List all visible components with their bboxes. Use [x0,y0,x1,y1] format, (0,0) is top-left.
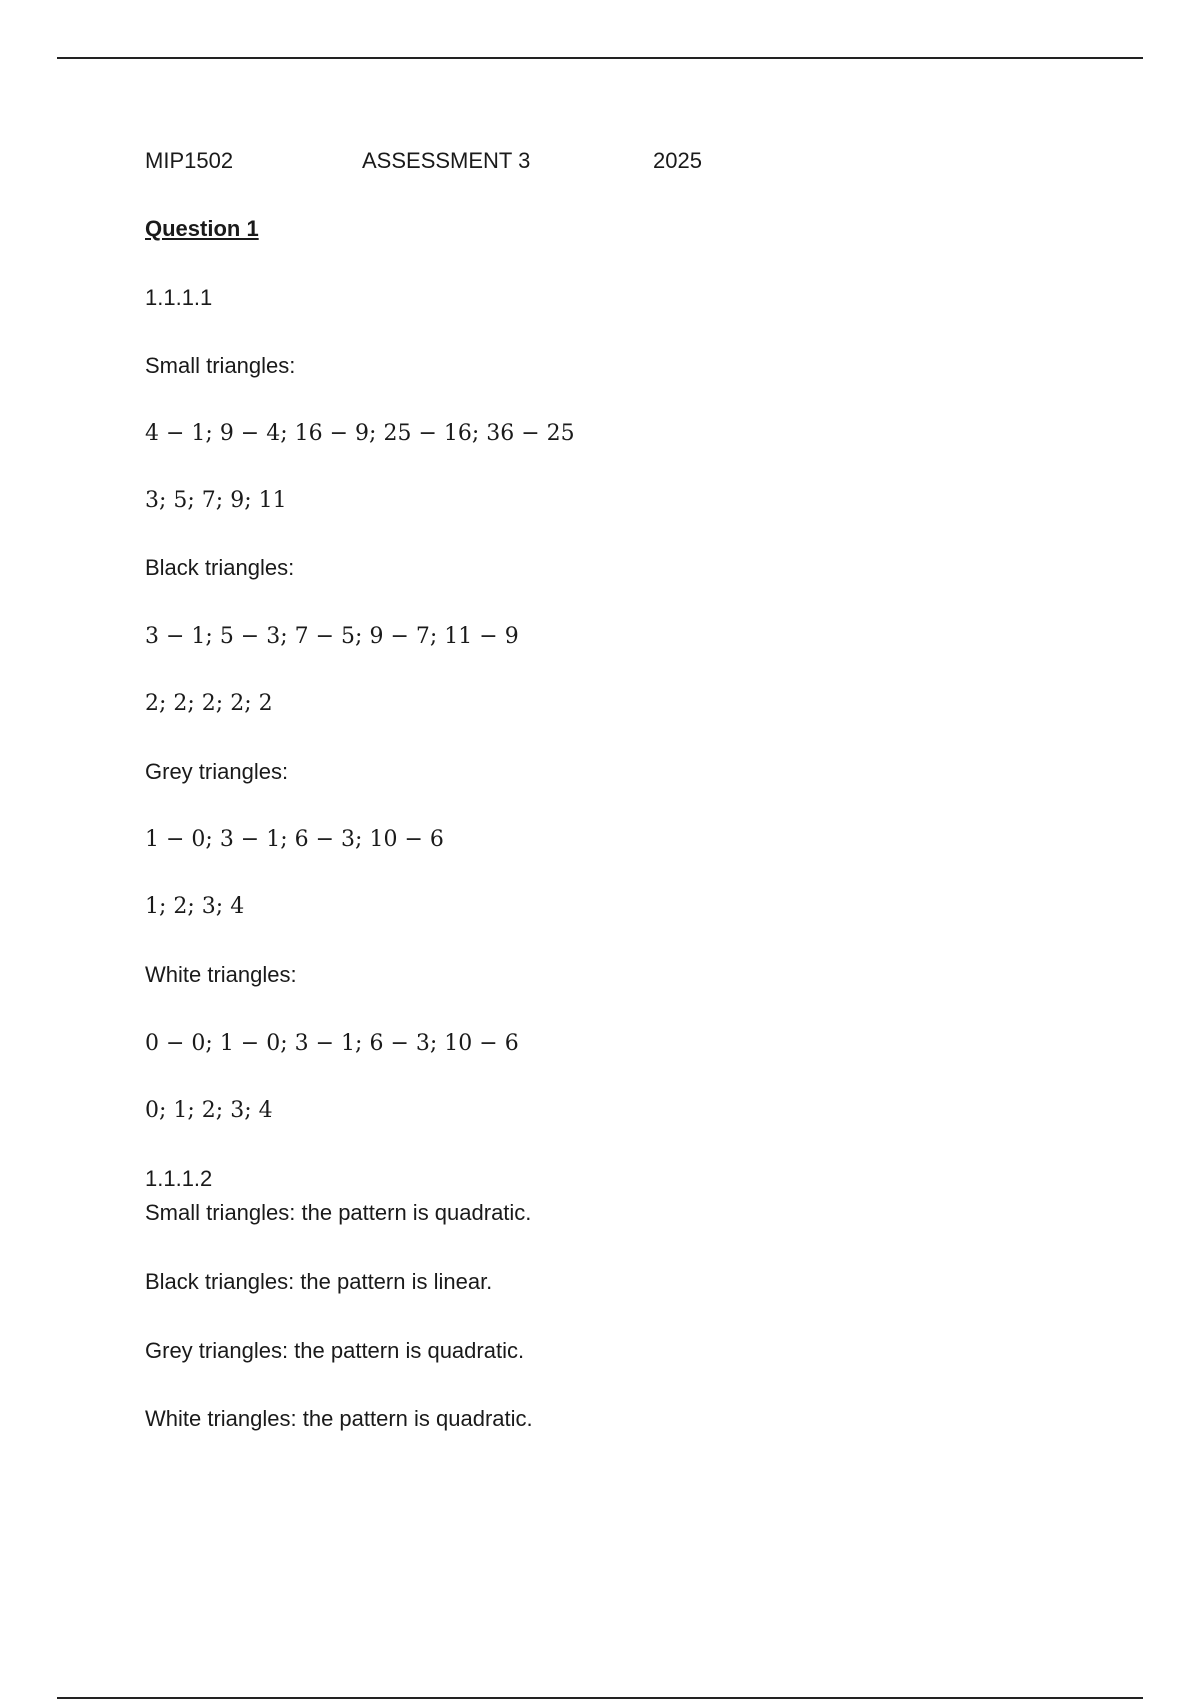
black-triangles-pattern: Black triangles: the pattern is linear. [145,1269,493,1294]
black-triangles-label: Black triangles: [145,555,295,580]
course-code: MIP1502 [145,148,234,173]
grey-triangles-results: 1; 2; 3; 4 [145,894,245,919]
small-triangles-label: Small triangles: [145,353,296,378]
white-triangles-label: White triangles: [145,962,297,987]
small-triangles-differences: 4 − 1; 9 − 4; 16 − 9; 25 − 16; 36 − 25 [145,421,575,446]
section-label-1111: 1.1.1.1 [145,285,213,310]
small-triangles-results: 3; 5; 7; 9; 11 [145,488,287,513]
grey-triangles-differences: 1 − 0; 3 − 1; 6 − 3; 10 − 6 [145,827,444,852]
bottom-rule [57,1697,1143,1699]
section-label-1112: 1.1.1.2 [145,1166,213,1191]
assessment-year: 2025 [653,148,702,173]
assessment-title: ASSESSMENT 3 [362,148,531,173]
black-triangles-results: 2; 2; 2; 2; 2 [145,691,273,716]
grey-triangles-pattern: Grey triangles: the pattern is quadratic. [145,1338,525,1363]
white-triangles-differences: 0 − 0; 1 − 0; 3 − 1; 6 − 3; 10 − 6 [145,1031,519,1056]
white-triangles-results: 0; 1; 2; 3; 4 [145,1098,273,1123]
black-triangles-differences: 3 − 1; 5 − 3; 7 − 5; 9 − 7; 11 − 9 [145,624,519,649]
small-triangles-pattern: Small triangles: the pattern is quadratic. [145,1200,532,1225]
question-heading: Question 1 [145,216,259,241]
white-triangles-pattern: White triangles: the pattern is quadratic. [145,1406,533,1431]
grey-triangles-label: Grey triangles: [145,759,289,784]
top-rule [57,57,1143,59]
